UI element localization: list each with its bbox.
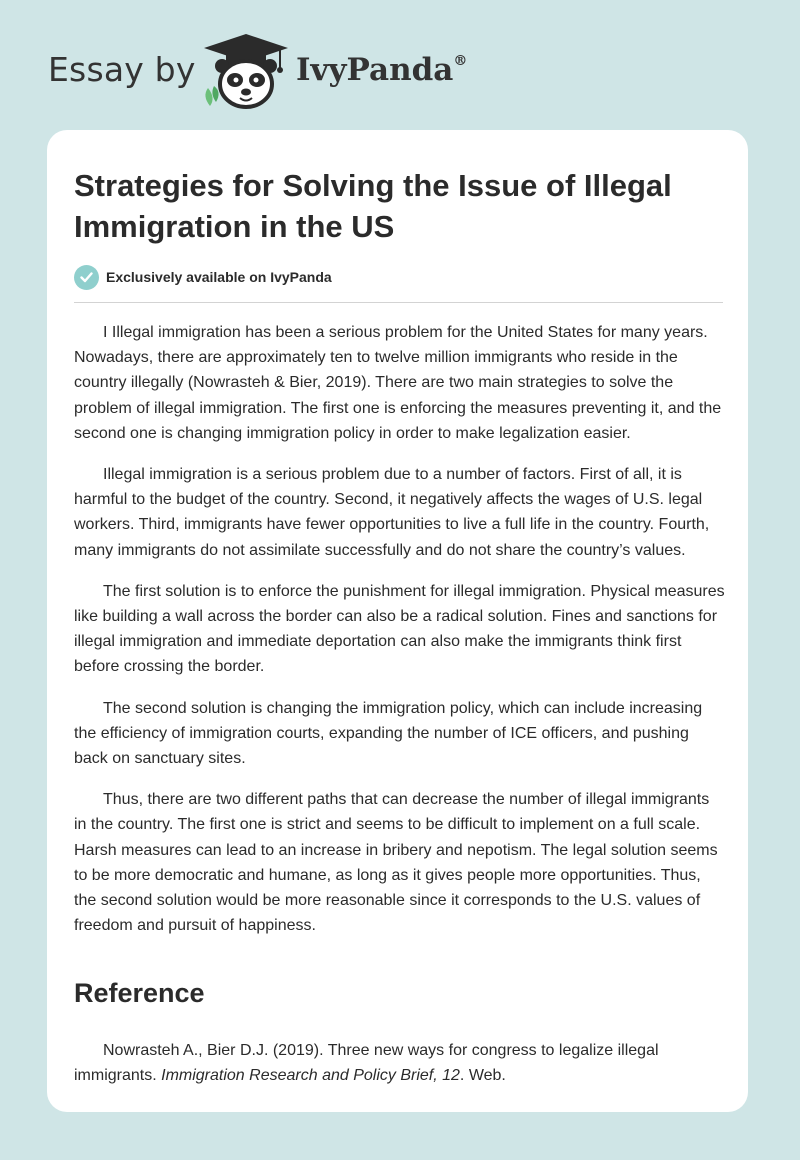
paragraph: The second solution is changing the immigration policy, which can include increasing the efficiency of immigration courts, expanding the number of ICE officers, and pushing back on sanctuary sites. — [74, 699, 703, 768]
essay-card — [47, 130, 748, 1112]
paragraph: The first solution is to enforce the punishment for illegal immigration. Physical measures like building a wall across the border can also be a radical solution. Fines and sanctions for illegal immigration and immediate deportation can also make the immigrants think first before crossing the border. — [74, 582, 725, 676]
site-header — [0, 0, 800, 125]
essay-body — [74, 320, 726, 954]
reference-suffix: . Web. — [459, 1067, 506, 1085]
exclusive-label: Exclusively available on IvyPanda — [106, 269, 332, 285]
essay-title: Strategies for Solving the Issue of Illegal Immigration in the US — [74, 168, 672, 244]
paragraph: I Illegal immigration has been a serious problem for the United States for many years. Nowadays, there are approximately ten to twelve million immigrants who reside in the country illegally (Nowrasteh & Bier, 2019). There are two main strategies to solve the problem of illegal immigration. The first one is enforcing the measures preventing it, and the second one is changing immigration policy in order to make legalization easier. — [74, 324, 722, 442]
essay-by-label: Essay by — [48, 50, 196, 89]
panda-logo-icon[interactable] — [200, 30, 292, 110]
reference-source: Immigration Research and Policy Brief, 12 — [161, 1067, 460, 1085]
reference-entry — [74, 1038, 726, 1088]
brand-text: IvyPanda — [296, 52, 454, 88]
divider — [74, 302, 723, 303]
check-icon — [74, 265, 99, 290]
paragraph: Thus, there are two different paths that can decrease the number of illegal immigrants in the country. The first one is strict and seems to be difficult to implement on a full scale. Harsh measures can lead to an increase in bribery and nepotism. The legal solution seems to be more democratic and humane, as long as it gives people more opportunities. Thus, the second solution would be more reasonable since it corresponds to the U.S. values of freedom and pursuit of happiness. — [74, 791, 718, 935]
registered-mark: ® — [453, 52, 468, 69]
exclusive-badge — [74, 264, 332, 290]
reference-heading: Reference — [74, 978, 205, 1008]
reference-authors: Nowrasteh A., Bier D.J. (2019). Three new ways for congress to legalize illegal immigrants. — [74, 1042, 659, 1085]
paragraph: Illegal immigration is a serious problem due to a number of factors. First of all, it is harmful to the budget of the country. Second, it negatively affects the wages of U.S. legal workers. Third, immigrants have fewer opportunities to live a full life in the country. Fourth, many immigrants do not assimilate successfully and do not share the country’s values. — [74, 466, 710, 559]
brand-name[interactable] — [296, 52, 467, 88]
